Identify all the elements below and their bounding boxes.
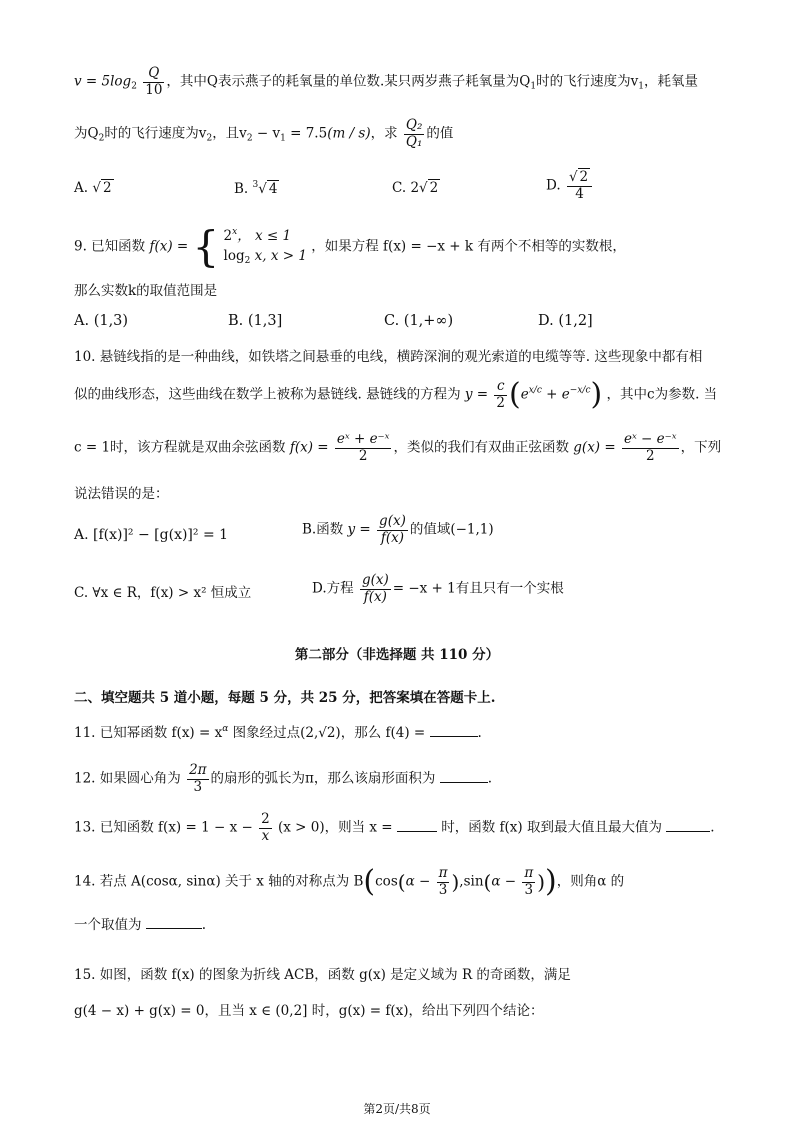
q10-line4: 说法错误的是：	[74, 486, 169, 502]
q11-answer-blank[interactable]	[430, 736, 478, 737]
q10-exp1-sup: x/c	[528, 385, 542, 396]
q10-option-a: A. [f(x)]² − [g(x)]² = 1	[74, 527, 229, 543]
q11-end: .	[477, 725, 482, 741]
q14-sep: ,sin	[459, 873, 484, 890]
q8-formula-sub: 2	[131, 81, 137, 92]
q10-opt-d-post: = −x + 1有且只有一个实根	[392, 580, 564, 597]
q9-text1: 9. 已知函数	[74, 238, 146, 255]
q9-brace: {	[192, 222, 220, 271]
q11-point: (2,√2)	[300, 725, 341, 741]
q9-text2: ，如果方程 f(x) = −x + k 有两个不相等的实数根，	[311, 238, 626, 255]
q13-answer-blank-1[interactable]	[397, 831, 437, 832]
q9-case2-var: x,	[250, 248, 267, 265]
q11-line	[74, 724, 482, 741]
q10-c-frac	[494, 379, 507, 411]
q8-text2c: ，且v	[212, 125, 247, 142]
q8-text1: ，其中Q表示燕子的耗氧量的单位数.某只两岁燕子耗氧量为Q	[166, 73, 531, 90]
q10-exp2-base: e	[561, 386, 570, 403]
q10-exp1-base: e	[520, 386, 529, 403]
q12-frac-den: 3	[193, 778, 203, 795]
q10-g-frac	[622, 432, 679, 464]
q10-line3a: c = 1时，该方程就是双曲余弦函数	[74, 439, 286, 456]
q14-pi-num-2: π	[524, 864, 534, 881]
q8-ratio-num: Q₂	[405, 117, 423, 133]
q8-opt-c-value: 2	[429, 180, 439, 196]
q8-text1-sub: 1	[530, 81, 537, 92]
q14-a1: α −	[405, 873, 431, 890]
q9-case2	[224, 246, 307, 269]
q10-exp2-sup: −x/c	[569, 385, 591, 396]
q8-fraction	[143, 66, 164, 98]
q10-f-frac	[335, 432, 392, 464]
q10-opt-d-pre: D.方程	[312, 580, 354, 597]
q9-case1	[224, 226, 307, 246]
q8-ratio	[404, 118, 424, 150]
q9-line2: 那么实数k的取值范围是	[74, 283, 218, 299]
q13-frac	[259, 812, 272, 844]
q14-line2	[74, 917, 206, 933]
q8-opt-a-value: 2	[102, 180, 112, 196]
q10-opt-d-den: f(x)	[363, 588, 387, 605]
q10-c-num: c	[494, 379, 507, 396]
q10-opt-b-frac	[377, 514, 408, 546]
q8-opt-d-den: 4	[575, 185, 584, 202]
q12-frac	[187, 763, 208, 795]
q8-line2	[74, 118, 453, 150]
q9-case2-sub: 2	[244, 256, 251, 267]
q10-option-d	[312, 573, 564, 605]
q10-opt-d-frac	[360, 573, 391, 605]
q14-line2-text: 一个取值为	[74, 917, 142, 933]
q10-c-den: 2	[496, 394, 506, 411]
q14-a2: α −	[491, 873, 517, 890]
q12-answer-blank[interactable]	[440, 782, 488, 783]
q13-frac-den: x	[261, 827, 270, 844]
q8-opt-c-label: C.	[392, 180, 407, 196]
q9-fx: f(x) =	[149, 238, 189, 255]
q8-text2b: 时的飞行速度为v	[104, 125, 207, 142]
q9-case1-sup: x	[232, 226, 238, 237]
q15-line1: 15. 如图，函数 f(x) 的图象为折线 ACB，函数 g(x) 是定义域为 R 的奇函数，满足	[74, 967, 571, 983]
q8-line1	[74, 66, 698, 98]
q12-frac-num: 2π	[189, 762, 207, 778]
q13-text1: 13. 已知函数 f(x) = 1 − x −	[74, 819, 253, 836]
q14-frac-1	[437, 866, 450, 898]
q8-option-c: C. 2√ 2	[392, 180, 439, 196]
q9-option-b: B. (1,3]	[228, 313, 283, 329]
q10-line3b: ，类似的我们有双曲正弦函数	[393, 439, 569, 456]
q10-line2a: 似的曲线形态，这些曲线在数学上被称为悬链线. 悬链线的方程为	[74, 386, 461, 403]
q9-case2-cond: x > 1	[266, 248, 307, 265]
q8-ratio-den: Q₁	[405, 133, 423, 150]
q8-opt-b-value: 4	[268, 181, 278, 197]
q8-opt-b-index: 3	[252, 180, 259, 190]
q8-text2c-sub: 2	[246, 133, 253, 144]
q14-text1: 14. 若点 A(cosα, sinα) 关于 x 轴的对称点为 B	[74, 873, 364, 890]
q12-line	[74, 763, 492, 795]
section-heading: 二、填空题共 5 道小题，每题 5 分，共 25 分，把答案填在答题卡上.	[74, 690, 496, 706]
q10-line3c: ，下列	[680, 439, 722, 456]
q14-pi-den-1: 3	[438, 881, 448, 898]
q10-opt-b-post: 的值域(−1,1)	[409, 521, 494, 538]
q12-end: .	[487, 770, 492, 787]
q13-end: .	[710, 819, 715, 836]
q10-opt-b-num: g(x)	[379, 513, 406, 529]
q13-frac-num: 2	[261, 811, 270, 827]
q10-f-den: 2	[358, 447, 368, 464]
q8-opt-b-label: B.	[234, 181, 249, 197]
q14-pi-den-2: 3	[524, 881, 534, 898]
q10-option-b	[302, 514, 494, 546]
q10-f-num: eˣ + e⁻ˣ	[336, 431, 390, 447]
q14-cos: cos	[375, 873, 398, 890]
q11-sup: α	[222, 724, 229, 734]
q15-line2: g(4 − x) + g(x) = 0，且当 x ∈ (0,2] 时，g(x) = f(x)，给出下列四个结论：	[74, 1003, 544, 1019]
q8-text2a-sub: 2	[98, 133, 105, 144]
q8-opt-d-label: D.	[546, 177, 561, 194]
q10-g-den: 2	[645, 447, 655, 464]
q13-text3: 时，函数 f(x) 取到最大值且最大值为	[441, 819, 662, 836]
q14-answer-blank[interactable]	[146, 928, 202, 929]
q10-gx: g(x) =	[573, 439, 616, 456]
q10-opt-b-pre: B.函数	[302, 521, 344, 538]
q8-text1b-sub: 1	[638, 81, 644, 92]
q8-formula-head: v = 5log	[74, 73, 132, 90]
q8-text2h: 的值	[426, 125, 454, 142]
q10-line2b: ，其中c为参数. 当	[606, 386, 718, 403]
q8-text2d: − v	[252, 125, 281, 142]
q8-text2b-sub: 2	[206, 133, 213, 144]
q10-fx: f(x) =	[289, 439, 329, 456]
q8-text2f: (m / s)	[327, 125, 371, 142]
part2-title: 第二部分（非选择题 共 110 分）	[294, 647, 500, 663]
q8-option-d	[546, 170, 594, 202]
q9-piecewise	[224, 226, 307, 269]
q9-line1	[74, 222, 626, 272]
q8-opt-d-frac: $\frac{√ 2}{4}$	[567, 170, 592, 202]
q8-option-a: A. √ 2	[74, 180, 112, 196]
q10-y-eq: y =	[464, 386, 489, 403]
q8-opt-a-label: A.	[74, 180, 89, 196]
q10-plus: +	[541, 386, 562, 403]
q10-opt-d-num: g(x)	[361, 572, 389, 588]
q8-opt-d-num: 2	[579, 169, 589, 185]
q10-line1: 10. 悬链线指的是一种曲线，如铁塔之间悬垂的电线，横跨深涧的观光索道的电缆等等. 这些现象中都有相	[74, 349, 703, 365]
q8-frac-num: Q	[143, 66, 164, 83]
q14-end: .	[201, 917, 207, 933]
q8-opt-c-coef: 2	[410, 180, 420, 196]
q10-g-num: eˣ − e⁻ˣ	[623, 431, 677, 447]
q8-frac-den: 10	[145, 81, 163, 98]
q10-option-c: C. ∀x ∈ R，f(x) > x² 恒成立	[74, 585, 252, 601]
q12-text2: 的扇形的弧长为π，那么该扇形面积为	[210, 770, 436, 787]
q14-text2: ，则角α 的	[556, 873, 625, 890]
q14-line1: 14. 若点 A(cosα, sinα) 关于 x 轴的对称点为 B(cos(α − $\frac{\pi}{3}$ ),sin(α − $\frac{\pi}{3}$ ))，则角α 的	[74, 864, 625, 899]
q10-opt-b-y: y =	[347, 521, 371, 538]
q9-case1-cond: ， x ≤ 1	[237, 227, 292, 244]
q12-text1: 12. 如果圆心角为	[74, 770, 181, 787]
q10-line2: 似的曲线形态，这些曲线在数学上被称为悬链线. 悬链线的方程为 y = $\frac{c}{2}$ $(e^{x/c} + e^{-x/c})$ ，其中c为参数. 当	[74, 377, 718, 412]
q9-option-c: C. (1,+∞)	[384, 313, 454, 329]
q8-text1c: ，耗氧量	[643, 73, 698, 90]
q11-text3: ，那么 f(4) =	[340, 725, 426, 741]
q8-text1b: 时的飞行速度为v	[536, 73, 639, 90]
q9-case2-expr: log	[223, 248, 245, 265]
q8-text2a: 为Q	[74, 125, 99, 142]
q9-case1-expr: 2	[223, 227, 233, 244]
q11-text2: 图象经过点	[228, 725, 301, 741]
q11-text: 11. 已知幂函数 f(x) = x	[74, 725, 223, 741]
q10-line3	[74, 432, 721, 464]
q8-option-b: B. $^3$√ 4	[234, 180, 278, 197]
q8-text2g: ，求	[370, 125, 398, 142]
q14-pi-num-1: π	[438, 864, 448, 881]
q8-text2d-sub: 1	[280, 133, 286, 144]
q13-line	[74, 812, 715, 844]
q13-answer-blank-2[interactable]	[666, 831, 710, 832]
q13-text2: (x > 0)，则当 x =	[273, 819, 393, 836]
q8-text2e: = 7.5	[285, 125, 328, 142]
q9-option-a: A. (1,3)	[74, 313, 129, 329]
page-footer: 第2页/共8页	[363, 1102, 431, 1116]
q10-opt-b-den: f(x)	[380, 529, 405, 546]
q9-option-d: D. (1,2]	[538, 313, 593, 329]
q14-frac-2	[522, 866, 535, 898]
